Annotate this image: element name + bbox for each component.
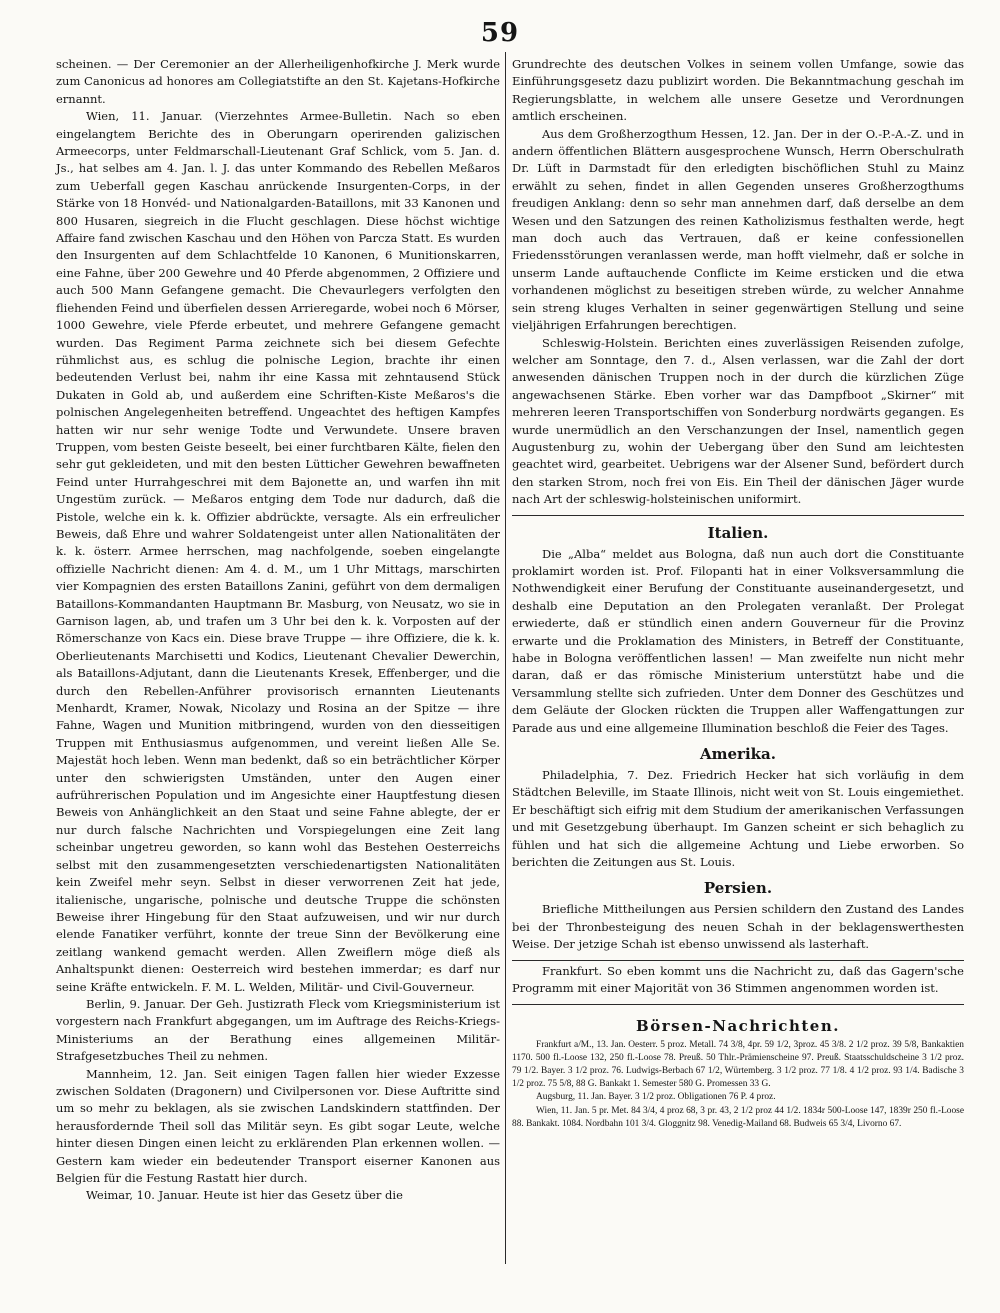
article-schleswig-holstein: Schleswig-Holstein. Berichten eines zuverlässigen Reisenden zufolge, welcher am Sonntage, den 7. d., Alsen verlassen, war die Zahl der dort anwesenden dänischen Truppen noch in der durch die kürzlichen Züge angewachsenen Stärke. Eben vorher war das Dampfboot „Skirner“ mit mehreren leeren Transportschiffen von Sonderburg nordwärts gegangen. Es wurde unermüdlich an den Verschanzungen der Insel, namentlich gegen Augustenburg zu, wohin der Uebergang über den Sund am leichtesten geachtet wird, gearbeitet. Uebrigens war der Alsener Sund, befördert durch den starken Strom, noch frei von Eis. Ein Theil der dänischen Jäger wurde nach Art der schleswig-holsteinischen uniformirt. (512, 335, 964, 507)
article-amerika: Philadelphia, 7. Dez. Friedrich Hecker hat sich vorläufig in dem Städtchen Beleville, im Staate Illinois, nicht weit von St. Louis eingemiethet. Er beschäftigt sich eifrig mit dem Studium der amerikanischen Verfassungen und mit Gesetzgebung überhaupt. Im Ganzen scheint er sich behaglich zu fühlen und hat sich die allgemeine Achtung und Liebe erworben. So berichten die Zeitungen aus St. Louis. (512, 768, 964, 870)
article-weimar-continued: Grundrechte des deutschen Volkes in seinem vollen Umfange, sowie das Einführungsgesetz dazu publizirt worden. Die Bekanntmachung geschah im Regierungsblatte, in welchem alle unsere Gesetze und Verordnungen amtlich erscheinen. (512, 57, 964, 124)
article-paragraph: scheinen. — Der Ceremonier an der Allerheiligenhofkirche J. Merk wurde zum Canonicus ad honores am Collegiatstifte an den St. Kajetans-Hofkirche ernannt. (56, 57, 500, 106)
section-heading-amerika: Amerika. (700, 745, 776, 764)
market-news (512, 1039, 964, 1131)
article-hessen: Aus dem Großherzogthum Hessen, 12. Jan. Der in der O.-P.-A.-Z. und in andern öffentlichen Blättern ausgesprochene Wunsch, Herrn Oberschulrath Dr. Lüft in Darmstadt für den erledigten bischöflichen Stuhl zu Mainz erwählt zu sehen, findet in allen Gegenden unseres Großherzogthums freudigen Anklang: denn so sehr man annehmen darf, daß derselbe an dem Wesen und den Satzungen des reinen Katholizismus festhalten werde, hegt man doch auch das Vertrauen, daß er keine confessionellen Friedensstörungen veranlassen werde, man hofft vielmehr, daß er solche in unserm Lande auftauchende Conflicte im Keime ersticken und die etwa vorhandenen möglichst zu beseitigen streben würde, zu welcher Annahme sein streng kluges Verhalten in seiner gegenwärtigen Stellung und seine vieljährigen Erfahrungen berechtigen. (512, 126, 964, 333)
article-wien-bulletin: Wien, 11. Januar. (Vierzehntes Armee-Bulletin. Nach so eben eingelangtem Berichte des in Oberungarn operirenden galizischen Armeecorps, unter Feldmarschall-Lieutenant Graf Schlick, vom 5. Jan. d. Js., hat selbes am 4. Jan. l. J. das unter Kommando des Rebellen Meßaros zum Ueberfall gegen Kaschau anrückende Insurgenten-Corps, in der Stärke von 18 Honvéd- und Nationalgarden-Bataillons, mit 33 Kanonen und 800 Husaren, siegreich in die Flucht geschlagen. Diese höchst wichtige Affaire fand zwischen Kaschau und den Höhen von Parcza Statt. Es wurden den Insurgenten auf dem Schlachtfelde 10 Kanonen, 6 Munitionskarren, eine Fahne, über 200 Gewehre und 40 Pferde abgenommen, 2 Offiziere und auch 500 Mann Gefangene gemacht. Die Chevaurlegers verfolgten den fliehenden Feind und überfielen dessen Arrieregarde, wobei noch 6 Mörser, 1000 Gewehre, viele Pferde erbeutet, und mehrere Gefangene gemacht wurden. Das Regiment Parma zeichnete sich bei diesem Gefechte rühmlichst aus, es schlug die polnische Legion, brachte ihr einen bedeutenden Verlust bei, nahm ihr eine Kassa mit zehntausend Stück Dukaten in Gold ab, und außerdem eine Schriften-Kiste Meßaros's die polnischen Angelegenheiten betreffend. Ungeachtet des heftigen Kampfes hatten wir nur sehr wenige Todte und Verwundete. Unsere braven Truppen, vom besten Geiste beseelt, bei einer furchtbaren Kälte, fielen den sehr gut gekleideten, und mit den besten Lütticher Gewehren bewaffneten Feind unter Hurrahgeschrei mit dem Bajonette an, und warfen ihn mit Ungestüm zurück. — Meßaros entging dem Tode nur dadurch, daß die Pistole, welche ein k. k. Offizier abdrückte, versagte. Als ein erfreulicher Beweis, daß Ehre und wahrer Soldatengeist unter allen Nationalitäten der k. k. österr. Armee herrschen, mag nachfolgende, soeben eingelangte offizielle Nachricht dienen: Am 4. d. M., um 1 Uhr Mittags, marschirten vier Kompagnien des ersten Bataillons Zanini, geführt von dem dermaligen Bataillons-Kommandanten Hauptmann Br. Masburg, von Neusatz, wo sie in Garnison lagen, ab, und trafen um 3 Uhr bei den k. k. Vorposten auf der Römerschanze von Kacs ein. Diese brave Truppe — ihre Offiziere, die k. k. Oberlieutenants Marchisetti und Kodics, Lieutenant Chevalier Dewerchin, als Bataillons-Adjutant, dann die Lieutenants Kresek, Effenberger, und die durch den Rebellen-Anführer provisorisch ernannten Lieutenants Menhardt, Kramer, Nowak, Nicolazy und Rosina an der Spitze — ihre Fahne, Wagen und Munition mitbringend, wurden von den diesseitigen Truppen mit Enthusiasmus aufgenommen, und vereint ließen Alle Se. Majestät hoch leben. Wenn man bedenkt, daß so ein beträchtlicher Körper unter den schwierigsten Umständen, unter den Augen einer aufrührerischen Population und im Angesichte einer Hauptfestung diesen Beweis von Anhänglichkeit an den Staat und seine Fahne ablegte, der er nur durch falsche Nachrichten und Vorspiegelungen eine Zeit lang scheinbar ungetreu geworden, so kann wohl das Bestehen Oesterreichs selbst mit den zusammengesetzten verschiedenartigsten Nationalitäten kein Zweifel mehr seyn. Selbst in dieser verworrenen Zeit hat jede, italienische, ungarische, polnische und deutsche Truppe die schönsten Beweise ihrer Hingebung für den Staat aufzuweisen, und wir nur durch elende Fanatiker verführt, konnte der treue Sinn der Bevölkerung eine zeitlang wankend gemacht werden. Allen Zweiflern möge dieß als Anhaltspunkt dienen: Oesterreich wird bestehen immerdar; es darf nur seine Kräfte entwickeln. F. M. L. Welden, Militär- und Civil-Gouverneur. (56, 109, 500, 994)
section-divider (512, 960, 964, 961)
market-news-heading: Börsen-Nachrichten. (636, 1016, 840, 1035)
article-mannheim: Mannheim, 12. Jan. Seit einigen Tagen fallen hier wieder Exzesse zwischen Soldaten (Dragonern) und Civilpersonen vor. Diese Auftritte sind um so mehr zu beklagen, als sie zwischen Landskindern stattfinden. Der herausfordernde Theil soll das Militär seyn. Es gibt sogar Leute, welche hinter diesen Dingen einen leicht zu erklärenden Plan erkennen wollen. — Gestern kam wieder ein bedeutender Transport eiserner Kanonen aus Belgien für die Festung Rastatt hier durch. (56, 1066, 500, 1185)
right-column (512, 56, 964, 1131)
section-divider (512, 1004, 964, 1005)
article-frankfurt-note: Frankfurt. So eben kommt uns die Nachricht zu, daß das Gagern'sche Programm mit einer Majorität von 36 Stimmen angenommen worden ist. (512, 963, 964, 996)
section-divider (512, 515, 964, 516)
article-persien: Briefliche Mittheilungen aus Persien schildern den Zustand des Landes bei der Thronbesteigung des neuen Schah in der beklagenswerthesten Weise. Der jetzige Schah ist ebenso unwissend als lasterhaft. (512, 902, 964, 952)
section-heading-italien: Italien. (707, 523, 769, 542)
column-divider (505, 52, 506, 1264)
market-wien: Wien, 11. Jan. 5 pr. Met. 84 3/4, 4 proz 68, 3 pr. 43, 2 1/2 proz 44 1/2. 1834r 500-Loose 147, 1839r 250 fl.-Loose 88. Bankakt. 1084. Nordbahn 101 3/4. Gloggnitz 98. Venedig-Mailand 68. Budweis 65 3/4, Livorno 67. (512, 1105, 964, 1129)
market-augsburg: Augsburg, 11. Jan. Bayer. 3 1/2 proz. Obligationen 76 P. 4 proz. (536, 1092, 776, 1103)
article-weimar: Weimar, 10. Januar. Heute ist hier das Gesetz über die (86, 1188, 403, 1203)
section-heading-persien: Persien. (703, 879, 773, 898)
article-berlin: Berlin, 9. Januar. Der Geh. Justizrath Fleck vom Kriegsministerium ist vorgestern nach Frankfurt abgegangen, um im Auftrage des Reichs-Kriegs-Ministeriums an der Berathung eines allgemeinen Militär-Strafgesetzbuches Theil zu nehmen. (56, 996, 500, 1064)
left-column (56, 56, 500, 1205)
market-frankfurt: Frankfurt a/M., 13. Jan. Oesterr. 5 proz. Metall. 74 3/8, 4pr. 59 1/2, 3proz. 45 3/8. 2 1/2 proz. 39 5/8, Bankaktien 1170. 500 fl.-Loose 132, 250 fl.-Loose 78. Preuß. 50 Thlr.-Prämienscheine 97. Preuß. Staatsschuldscheine 3 1/2 proz. 79 1/2. Bayer. 3 1/2 proz. 76. Ludwigs-Berbach 67 1/2, Würtemberg. 3 1/2 proz. 77 1/8. 4 1/2 proz. 93 1/4. Badische 3 1/2 proz. 75 5/8, 88 G. Bankakt 1. Semester 580 G. Promessen 33 G. (512, 1039, 964, 1090)
page-number: 59 (480, 18, 520, 48)
article-italien: Die „Alba“ meldet aus Bologna, daß nun auch dort die Constituante proklamirt worden ist. Prof. Filopanti hat in einer Volksversammlung die Nothwendigkeit einer Berufung der Constituante auseinandergesetzt, und deshalb eine Deputation an den Prolegaten veranlaßt. Der Prolegat erwiederte, daß er stündlich einen andern Gouverneur für die Provinz erwarte und die Proklamation des Ministers, in Betreff der Constituante, habe in Bologna veröffentlichen lassen! — Man zweifelte nun nicht mehr daran, daß er das römische Ministerium unterstützt habe und die Versammlung stellte sich zufrieden. Unter dem Donner des Geschützes und dem Geläute der Glocken rückten die Truppen aller Waffengattungen zur Parade aus und eine allgemeine Illumination beschloß die Feier des Tages. (512, 546, 964, 735)
